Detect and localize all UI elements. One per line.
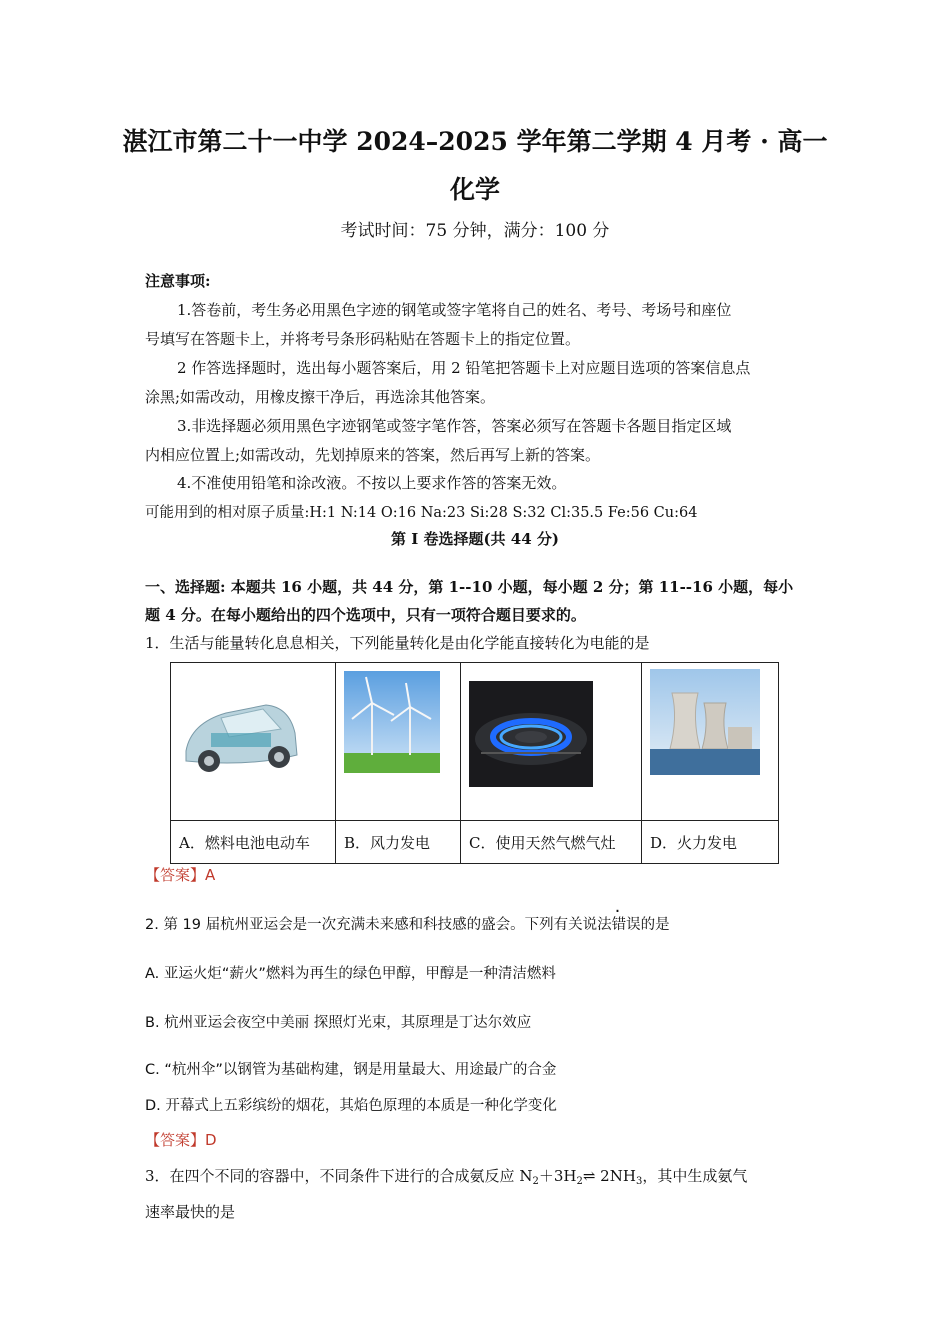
q2-option-c: C. “杭州伞”以钢管为基础构建，钢是用量最大、用途最广的合金 (145, 1062, 557, 1078)
atomic-masses: 可能用到的相对原子质量:H:1 N:14 O:16 Na:23 Si:28 S:32 Cl:35.5 Fe:56 Cu:64 (145, 505, 698, 521)
q1-option-a: A．燃料电池电动车 (171, 821, 336, 864)
q3-n2-subscript: 2 (532, 1176, 539, 1187)
gas-stove-icon (461, 663, 641, 816)
q3-stem-prefix: 3．在四个不同的容器中，不同条件下进行的合成氨反应 N (145, 1167, 533, 1185)
q2-stem (145, 913, 670, 934)
q3-equilibrium-arrow: ⇌ (582, 1167, 596, 1185)
q1-image-cell-b (336, 663, 461, 821)
q2-answer: 【答案】D (145, 1131, 217, 1149)
q2-stem-emphasis: 错误 (611, 917, 641, 933)
note-line: 号填写在答题卡上，并将考号条形码粘贴在答题卡上的指定位置。 (145, 330, 581, 348)
q1-image-cell-a (171, 663, 336, 821)
wind-turbine-icon (336, 663, 460, 816)
q1-image-cell-d (642, 663, 779, 821)
q1-option-c: C．使用天然气燃气灶 (461, 821, 642, 864)
q2-option-a: A. 亚运火炬“薪火”燃料为再生的绿色甲醇，甲醇是一种清洁燃料 (145, 966, 556, 982)
q2-stem-suffix: 的是 (640, 917, 670, 933)
q2-stem-prefix: 2. 第 19 届杭州亚运会是一次充满未来感和科技感的盛会。下列有关说法 (145, 917, 612, 933)
exam-info: 考试时间：75 分钟，满分：100 分 (340, 221, 610, 241)
q3-h2-term: ＋3H (538, 1167, 577, 1185)
q1-answer: 【答案】A (145, 866, 216, 884)
car-icon (171, 663, 335, 816)
q1-option-b: B．风力发电 (336, 821, 461, 864)
q1-options-table (170, 662, 779, 864)
note-line: 1.答卷前，考生务必用黑色字迹的钢笔或签字笔将自己的姓名、考号、考场号和座位 (177, 301, 732, 319)
section-instruction: 题 4 分。在每小题给出的四个选项中，只有一项符合题目要求的。 (145, 606, 586, 624)
exam-title: 湛江市第二十一中学 2024–2025 学年第二学期 4 月考 · 高一 (122, 127, 828, 156)
section-instruction: 一、选择题: 本题共 16 小题，共 44 分，第 1--10 小题，每小题 2 分；第 11--16 小题，每小 (145, 578, 794, 596)
q2-option-d: D. 开幕式上五彩缤纷的烟花，其焰色原理的本质是一种化学变化 (145, 1098, 557, 1114)
exam-subject: 化学 (449, 175, 500, 204)
q3-h2-subscript: 2 (576, 1176, 583, 1187)
note-line: 4.不准使用铅笔和涂改液。不按以上要求作答的答案无效。 (177, 474, 567, 492)
q3-stem-line2: 速率最快的是 (145, 1203, 236, 1221)
notes-heading: 注意事项: (145, 272, 211, 290)
section-title: 第 I 卷选择题(共 44 分) (391, 530, 559, 548)
note-line: 3.非选择题必须用黑色字迹钢笔或签字笔作答，答案必须写在答题卡各题目指定区域 (177, 417, 732, 435)
q1-image-cell-c (461, 663, 642, 821)
q3-stem-suffix: ，其中生成氨气 (642, 1167, 748, 1185)
power-plant-icon (642, 663, 778, 816)
note-line: 内相应位置上;如需改动，先划掉原来的答案，然后再写上新的答案。 (145, 446, 601, 464)
q2-option-b: B. 杭州亚运会夜空中美丽 探照灯光束，其原理是丁达尔效应 (145, 1015, 532, 1031)
q3-stem (145, 1165, 747, 1187)
q1-option-d: D．火力发电 (642, 821, 779, 864)
note-line: 2 作答选择题时，选出每小题答案后，用 2 铅笔把答题卡上对应题目选项的答案信息点 (177, 359, 751, 377)
q3-product: 2NH (595, 1167, 636, 1185)
note-line: 涂黑;如需改动，用橡皮擦干净后，再选涂其他答案。 (145, 388, 496, 406)
q3-nh3-subscript: 3 (635, 1176, 643, 1187)
q1-stem: 1．生活与能量转化息息相关，下列能量转化是由化学能直接转化为电能的是 (145, 634, 650, 652)
